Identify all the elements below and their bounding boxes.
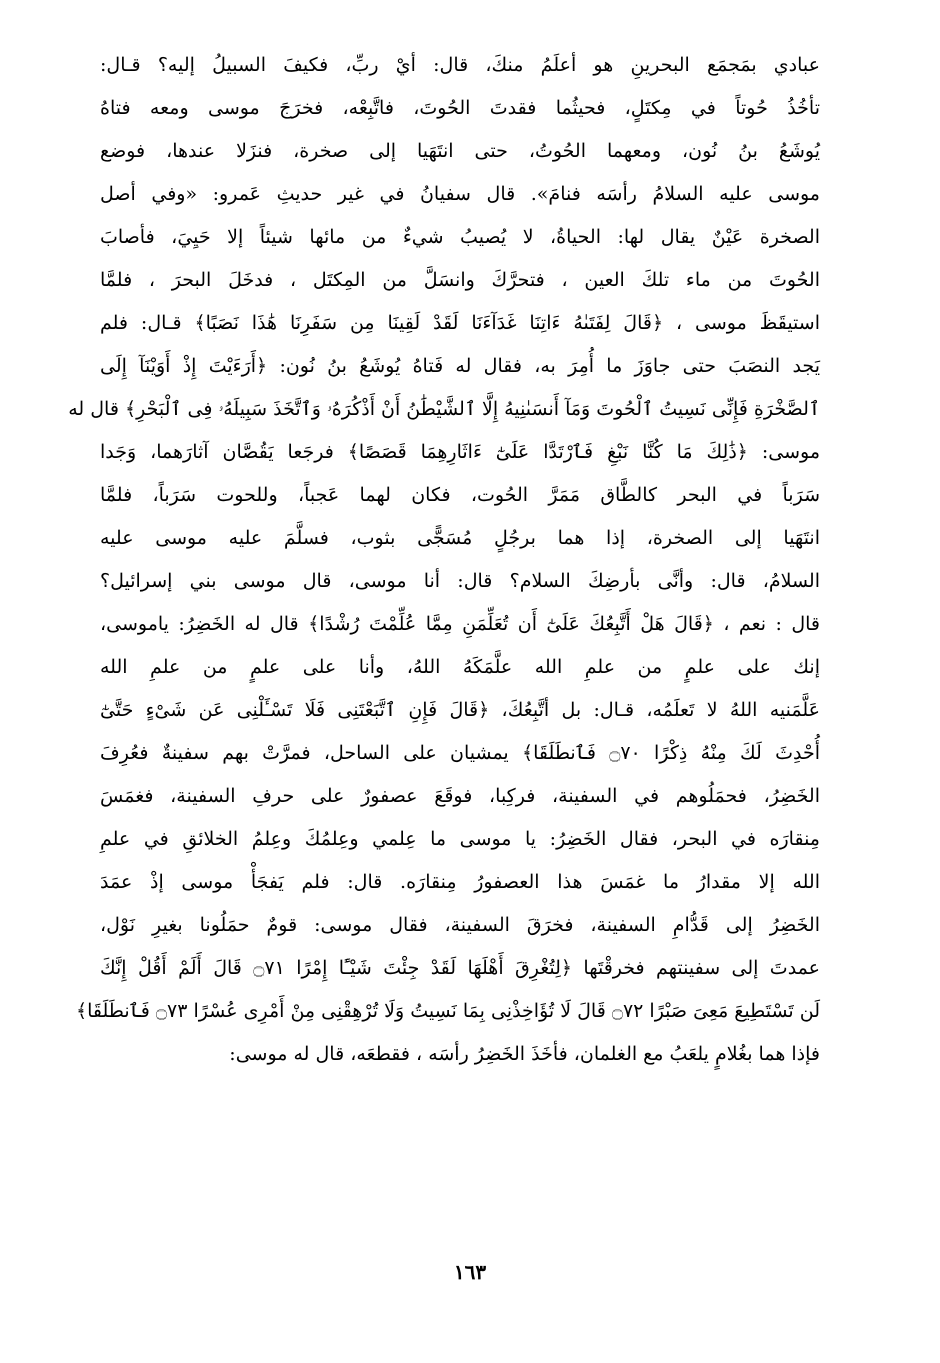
- text-line: تأخُذُ حُوتاً في مِكتَلٍ، فحيثُما فقدتَ الحُوتَ، فاتَّبِعْه، فخرَجَ موسى ومعه فتاهُ: [100, 97, 820, 119]
- page-number: ١٦٣: [453, 1260, 487, 1284]
- text-line: موسى عليه السلامُ رأسَه فنامَ». قال سفيانُ في غير حديثِ عَمرو: «وفي أصل: [100, 183, 820, 205]
- text-line: الصخرة عَيْنٌ يقال لها: الحياةُ، لا يُصيبُ شيءٌ من مائها شيئاً إلا حَيِيَ، فأصابَ: [100, 226, 820, 248]
- text-line: عَلَّمَنيه اللهُ لا تَعلَمُه، قـال: بل أتَّبِعُكَ، ﴿قَالَ فَإِنِ ٱتَّبَعْتَنِى فَلَا تَسْـَٔلْنِى عَن شَىْءٍ حَتَّىٰٓ: [100, 699, 820, 721]
- text-line: استيقَظَ موسى ، ﴿قَالَ لِفَتَىٰهُ ءَاتِنَا غَدَآءَنَا لَقَدْ لَقِينَا مِن سَفَرِنَا هَٰذَا نَصَبًا﴾ قـال: فلم: [100, 312, 820, 334]
- text-line: السلامُ، قال: وأنَّى بأرضِكَ السلام؟ قال: أنا موسى، قال موسى بني إسرائيل؟: [100, 570, 820, 592]
- text-line: ٱلصَّخْرَةِ فَإِنِّى نَسِيتُ ٱلْحُوتَ وَمَآ أَنسَىٰنِيهُ إِلَّا ٱلشَّيْطَٰنُ أَنْ أَذْكُرَهُۥ وَٱتَّخَذَ سَبِيلَهُۥ فِى ٱلْبَحْرِ﴾ قال له: [68, 398, 820, 420]
- text-line: الخَضِرُ إلى قَدُّامِ السفينة، فخرَقَ السفينة، فقال موسى: قومٌ حمَلُونا بغيرِ نَوْل،: [100, 914, 820, 936]
- text-line: فإذا هما بغُلامٍ يلعَبُ مع الغلمان، فأخَذَ الخَضِرُ رأسَه ، فقطعَه، قال له موسى:: [229, 1043, 820, 1065]
- text-line: أُحْدِثَ لَكَ مِنْهُ ذِكْرًا ۝٧٠ فَٱنطَلَقَا﴾ يمشيان على الساحل، فمرَّتْ بهم سفينةٌ فعُرِفَ: [100, 742, 820, 764]
- text-line: الله إلا مقدارُ ما غمَسَ هذا العصفورُ مِنقارَه. قال: فلم يَفجَأْ موسى إذْ عمَدَ: [100, 871, 820, 893]
- text-line: عمدتَ إلى سفينتهم فخرقْتَها ﴿لِتُغْرِقَ أَهْلَهَا لَقَدْ جِئْتَ شَيْـًٔا إِمْرًا ۝٧١ قَالَ أَلَمْ أَقُلْ إِنَّكَ: [100, 957, 820, 979]
- text-line: إنك على علمٍ من علمِ الله علَّمَكَهُ اللهُ، وأنا على علمٍ من علمِ الله: [100, 656, 820, 678]
- text-line: يَجد النصَبَ حتى جاوَزَ ما أُمِرَ به، فقال له فَتاهُ يُوشَعُ بنُ نُون: ﴿أَرَءَيْتَ إِذْ أَوَيْنَآ إِلَى: [100, 355, 820, 377]
- text-line: قال : نعم ، ﴿قَالَ هَلْ أَتَّبِعُكَ عَلَىٰٓ أَن تُعَلِّمَنِ مِمَّا عُلِّمْتَ رُشْدًا﴾ قال له الخَضِرُ: ياموسى،: [100, 613, 820, 635]
- text-line: الحُوتَ من ماء تلكَ العين ، فتحرَّكَ وانسَلَّ من المِكتَل ، فدخَلَ البحرَ ، فلمَّا: [100, 269, 820, 291]
- text-line: انتَهَيا إلى الصخرة، إذا هما برجُلٍ مُسَجًّى بثوب، فسلَّمَ عليه موسى عليه: [100, 527, 820, 549]
- text-line: عبادي بمَجمَع البحرينِ هو أعلَمُ منكَ، قال: أيْ ربِّ، فكيفَ السبيلُ إليه؟ قـال:: [100, 54, 820, 76]
- page-body: [68, 44, 820, 1076]
- text-line: سَرَباً في البحر كالطَّاق مَمَرَّ الحُوت، فكان لهما عَجباً، وللحوت سَرَباً، فلمَّا: [100, 484, 820, 506]
- text-line: لَن تَسْتَطِيعَ مَعِىَ صَبْرًا ۝٧٢ قَالَ لَا تُؤَاخِذْنِى بِمَا نَسِيتُ وَلَا تُرْهِقْنِى مِنْ أَمْرِى عُسْرًا ۝٧٣ فَٱنطَلَقَا﴾: [75, 1000, 820, 1022]
- text-line: مِنقارَه في البحر، فقال الخَضِرُ: يا موسى ما عِلمي وعِلمُكَ وعِلمُ الخلائقِ في علمِ: [100, 828, 820, 850]
- text-line: موسى: ﴿ذَٰلِكَ مَا كُنَّا نَبْغِ فَٱرْتَدَّا عَلَىٰٓ ءَاثَارِهِمَا قَصَصًا﴾ فرجَعا يَقُصَّان آثارَهما، وَجَدا: [100, 441, 820, 463]
- text-line: الخَضِرُ، فحمَلُوهم في السفينة، فركِبا، فوقَعَ عصفورٌ على حرفِ السفينة، فغمَسَ: [100, 785, 820, 807]
- text-line: يُوشَعُ بنُ نُون، ومعهما الحُوتُ، حتى انتَهَيا إلى صخرة، فنزَلا عندها، فوضع: [100, 140, 820, 162]
